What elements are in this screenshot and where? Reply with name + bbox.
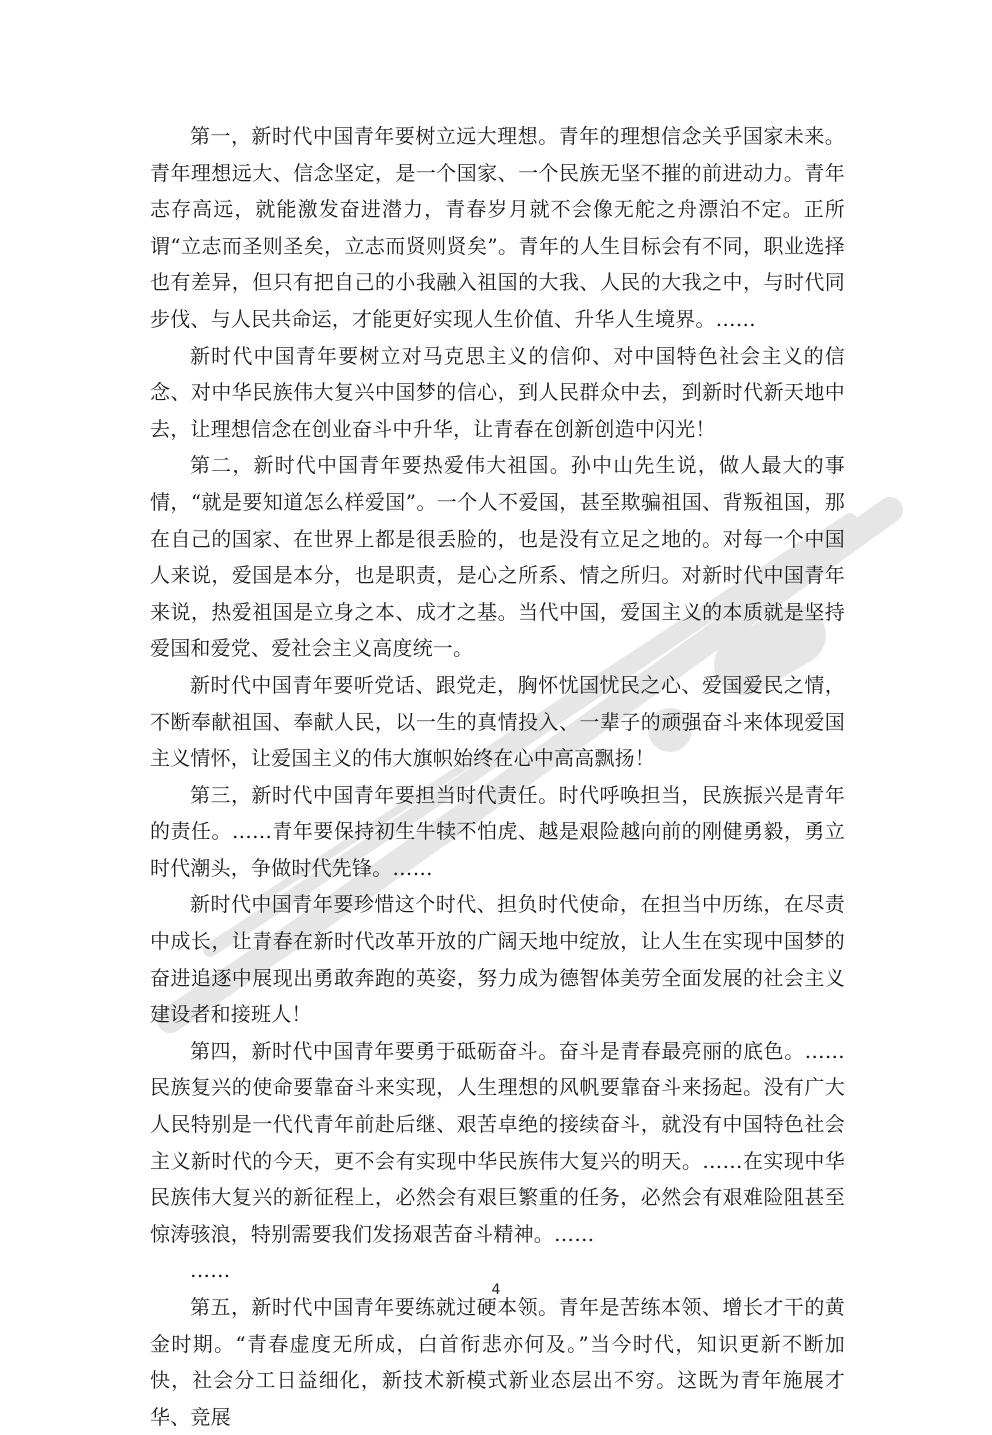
paragraph-8: 第五，新时代中国青年要练就过硬本领。青年是苦练本领、增长才干的黄金时期。“青春虚度无所成，白首衔悲亦何及。”当今时代，知识更新不断加快，社会分工日益细化，新技术新模式新业态层出不穷。这既为青年施展才华、竞展 [150, 1295, 845, 1429]
paragraph-1: 第一，新时代中国青年要树立远大理想。青年的理想信念关乎国家未来。青年理想远大、信念坚定，是一个国家、一个民族无坚不摧的前进动力。青年志存高远，就能激发奋进潜力，青春岁月就不会像无舵之舟漂泊不定。正所谓“立志而圣则圣矣，立志而贤则贤矣”。青年的人生目标会有不同，职业选择也有差异，但只有把自己的小我融入祖国的大我、人民的大我之中，与时代同步伐、与人民共命运，才能更好实现人生价值、升华人生境界。…… [150, 124, 845, 331]
paragraph-5: 第三，新时代中国青年要担当时代责任。时代呼唤担当，民族振兴是青年的责任。……青年要保持初生牛犊不怕虎、越是艰险越向前的刚健勇毅，勇立时代潮头，争做时代先锋。…… [150, 782, 845, 880]
paragraph-7: 第四，新时代中国青年要勇于砥砺奋斗。奋斗是青春最亮丽的底色。……民族复兴的使命要靠奋斗来实现，人生理想的风帆要靠奋斗来扬起。没有广大人民特别是一代代青年前赴后继、艰苦卓绝的接续奋斗，就没有中国特色社会主义新时代的今天，更不会有实现中华民族伟大复兴的明天。……在实现中华民族伟大复兴的新征程上，必然会有艰巨繁重的任务，必然会有艰难险阻甚至惊涛骇浪，特别需要我们发扬艰苦奋斗精神。…… [150, 1038, 845, 1246]
body-text [150, 118, 845, 1435]
paragraph-3: 第二，新时代中国青年要热爱伟大祖国。孙中山先生说，做人最大的事情，“就是要知道怎么样爱国”。一个人不爱国，甚至欺骗祖国、背叛祖国，那在自己的国家、在世界上都是很丢脸的，也是没有立足之地的。对每一个中国人来说，爱国是本分，也是职责，是心之所系、情之所归。对新时代中国青年来说，热爱祖国是立身之本、成才之基。当代中国，爱国主义的本质就是坚持爱国和爱党、爱社会主义高度统一。 [150, 453, 845, 661]
paragraph-2: 新时代中国青年要树立对马克思主义的信仰、对中国特色社会主义的信念、对中华民族伟大复兴中国梦的信心，到人民群众中去，到新时代新天地中去，让理想信念在创业奋斗中升华，让青春在创新创造中闪光！ [150, 343, 845, 441]
paragraph-4: 新时代中国青年要听党话、跟党走，胸怀忧国忧民之心、爱国爱民之情，不断奉献祖国、奉献人民，以一生的真情投入、一辈子的顽强奋斗来体现爱国主义情怀，让爱国主义的伟大旗帜始终在心中高高飘扬！ [150, 672, 845, 771]
paragraph-6: 新时代中国青年要珍惜这个时代、担负时代使命，在担当中历练，在尽责中成长，让青春在新时代改革开放的广阔天地中绽放，让人生在实现中国梦的奋进追逐中展现出勇敢奔跑的英姿，努力成为德智体美劳全面发展的社会主义建设者和接班人！ [150, 892, 845, 1027]
page-number: 4 [491, 1282, 501, 1298]
paragraph-ellipsis: …… [190, 1258, 231, 1283]
